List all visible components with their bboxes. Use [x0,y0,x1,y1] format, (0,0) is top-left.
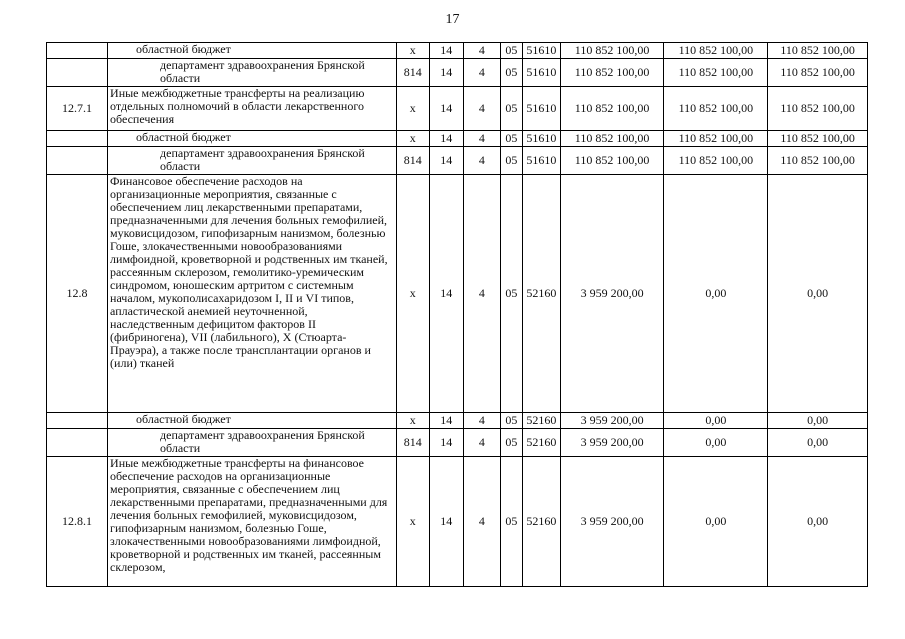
amount-cell: 110 852 100,00 [664,87,768,131]
amount-cell: 0,00 [768,413,868,429]
expense-cell: 52160 [523,413,561,429]
amount-cell: 110 852 100,00 [768,43,868,59]
row-description: департамент здравоохранения Брянской области [108,59,397,87]
row-description: областной бюджет [108,131,397,147]
program-cell: 05 [500,457,522,587]
amount-cell: 110 852 100,00 [560,59,664,87]
subsection-cell: 4 [464,87,501,131]
section-cell: 14 [429,131,464,147]
program-cell: 05 [500,429,522,457]
row-description: областной бюджет [108,413,397,429]
amount-cell: 0,00 [664,175,768,413]
row-number [47,429,108,457]
section-cell: 14 [429,175,464,413]
row-number [47,43,108,59]
amount-cell: 3 959 200,00 [560,413,664,429]
section-cell: 14 [429,413,464,429]
amount-cell: 110 852 100,00 [664,43,768,59]
amount-cell: 110 852 100,00 [768,59,868,87]
page-number: 17 [445,12,460,27]
subsection-cell: 4 [464,175,501,413]
amount-cell: 110 852 100,00 [560,43,664,59]
row-description: департамент здравоохранения Брянской области [108,147,397,175]
amount-cell: 0,00 [664,457,768,587]
amount-cell: 110 852 100,00 [664,59,768,87]
budget-table [46,42,868,587]
table-row [47,457,868,587]
amount-cell: 110 852 100,00 [768,131,868,147]
row-description: Иные межбюджетные трансферты на реализацию отдельных полномочий в области лекарственного обеспечения [108,87,397,131]
expense-cell: 51610 [523,147,561,175]
row-number [47,131,108,147]
row-description: областной бюджет [108,43,397,59]
amount-cell: 0,00 [664,429,768,457]
code-cell: 814 [396,147,429,175]
expense-cell: 51610 [523,59,561,87]
table-row [47,429,868,457]
code-cell: х [396,131,429,147]
subsection-cell: 4 [464,457,501,587]
code-cell: х [396,457,429,587]
row-number [47,147,108,175]
row-number: 12.7.1 [47,87,108,131]
code-cell: х [396,87,429,131]
amount-cell: 110 852 100,00 [768,147,868,175]
table-row [47,87,868,131]
amount-cell: 3 959 200,00 [560,457,664,587]
section-cell: 14 [429,43,464,59]
expense-cell: 51610 [523,43,561,59]
amount-cell: 110 852 100,00 [664,147,768,175]
subsection-cell: 4 [464,413,501,429]
code-cell: х [396,43,429,59]
section-cell: 14 [429,457,464,587]
expense-cell: 52160 [523,429,561,457]
code-cell: х [396,175,429,413]
amount-cell: 110 852 100,00 [768,87,868,131]
amount-cell: 110 852 100,00 [560,147,664,175]
table-row [47,59,868,87]
code-cell: 814 [396,429,429,457]
section-cell: 14 [429,147,464,175]
row-description: Иные межбюджетные трансферты на финансовое обеспечение расходов на организационные мероприятия, связанные с обеспечением лиц лекарственными препаратами, предназначенными для лечения больных гемофилией, муковисцидозом, гипофизарным нанизмом, болезнью Гоше, злокачественными новообразованиями лимфоидной, кроветворной и родственных им тканей, рассеянным склерозом, [108,457,397,587]
program-cell: 05 [500,131,522,147]
expense-cell: 51610 [523,87,561,131]
amount-cell: 110 852 100,00 [560,131,664,147]
amount-cell: 0,00 [768,175,868,413]
code-cell: х [396,413,429,429]
expense-cell: 52160 [523,175,561,413]
table-row [47,175,868,413]
row-number: 12.8.1 [47,457,108,587]
row-description: департамент здравоохранения Брянской области [108,429,397,457]
table-row [47,43,868,59]
program-cell: 05 [500,413,522,429]
subsection-cell: 4 [464,43,501,59]
table-row [47,147,868,175]
row-number [47,413,108,429]
subsection-cell: 4 [464,131,501,147]
amount-cell: 110 852 100,00 [664,131,768,147]
row-number [47,59,108,87]
subsection-cell: 4 [464,147,501,175]
subsection-cell: 4 [464,59,501,87]
amount-cell: 0,00 [664,413,768,429]
program-cell: 05 [500,175,522,413]
amount-cell: 3 959 200,00 [560,429,664,457]
row-description: Финансовое обеспечение расходов на организационные мероприятия, связанные с обеспечением лиц лекарственными препаратами, предназначенными для лечения больных гемофилией, муковисцидозом, гипофизарным нанизмом, болезнью Гоше, злокачественными новообразованиями лимфоидной, кроветворной и родственных им тканей, рассеянным склерозом, гемолитико-уремическим синдромом, юношеским артритом с системным началом, мукополисахаридозом I, II и VI типов, апластической анемией неуточненной, наследственным дефицитом факторов II (фибриногена), VII (лабильного), X (Стюарта-Прауэра), а также после трансплантации органов и (или) тканей [108,175,397,413]
row-number: 12.8 [47,175,108,413]
amount-cell: 3 959 200,00 [560,175,664,413]
program-cell: 05 [500,59,522,87]
amount-cell: 0,00 [768,457,868,587]
amount-cell: 0,00 [768,429,868,457]
expense-cell: 52160 [523,457,561,587]
section-cell: 14 [429,429,464,457]
subsection-cell: 4 [464,429,501,457]
program-cell: 05 [500,43,522,59]
program-cell: 05 [500,147,522,175]
code-cell: 814 [396,59,429,87]
expense-cell: 51610 [523,131,561,147]
program-cell: 05 [500,87,522,131]
amount-cell: 110 852 100,00 [560,87,664,131]
section-cell: 14 [429,87,464,131]
section-cell: 14 [429,59,464,87]
table-row [47,131,868,147]
table-row [47,413,868,429]
